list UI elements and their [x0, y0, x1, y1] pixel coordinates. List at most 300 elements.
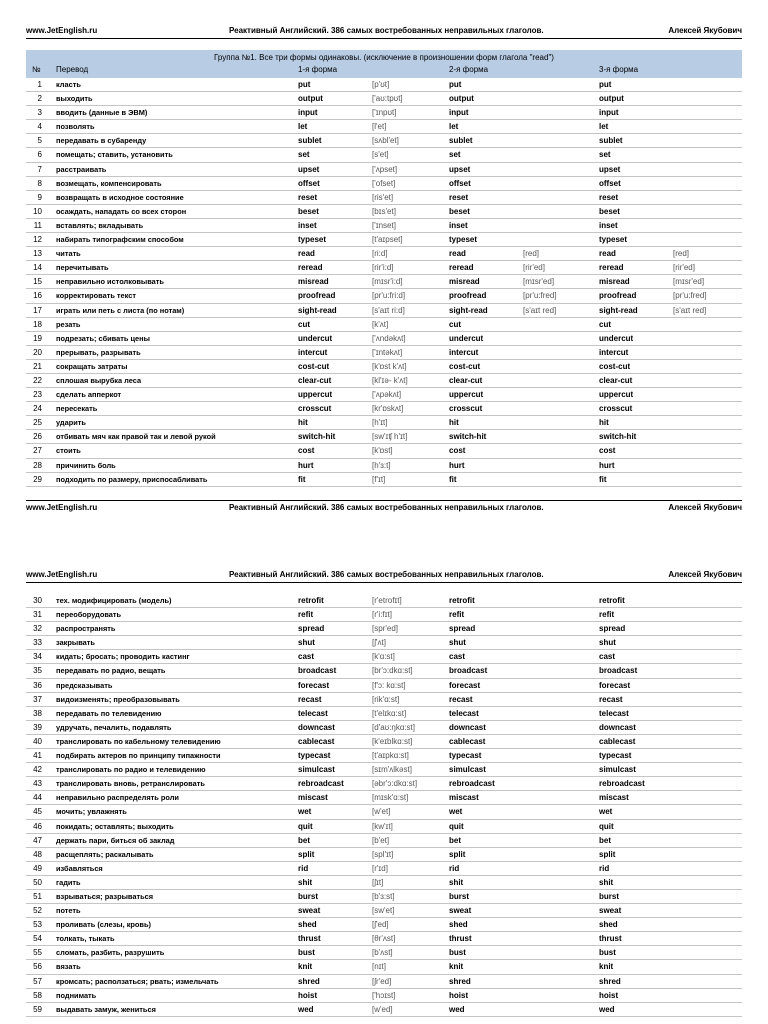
translation: транслировать по радио и телевидению: [56, 765, 206, 775]
form-1: refit: [298, 610, 314, 620]
column-headers: [26, 65, 742, 77]
form-3: wet: [599, 807, 613, 817]
table-row: [26, 275, 742, 289]
form-2: intercut: [449, 347, 479, 357]
translation: класть: [56, 80, 81, 89]
transcription-1: [ʃ'ed]: [372, 920, 389, 930]
translation: подбирать актеров по принципу типажности: [56, 751, 221, 761]
translation: перечитывать: [56, 263, 109, 273]
form-1: shed: [298, 920, 317, 930]
table-row: [26, 163, 742, 177]
form-3: simulcast: [599, 765, 636, 775]
table-row: [26, 876, 742, 890]
form-3: typeset: [599, 235, 628, 245]
transcription-1: ['ɪntəkʌt]: [372, 347, 403, 357]
row-number: 49: [33, 863, 42, 873]
translation: причинить боль: [56, 460, 116, 470]
row-number: 44: [33, 793, 42, 803]
table-row: [26, 946, 742, 960]
transcription-1: [ris'et]: [372, 192, 394, 202]
translation: подходить по размеру, приспосабливать: [56, 474, 208, 484]
form-3: misread: [599, 277, 630, 287]
table-row: [26, 650, 742, 664]
form-1: hit: [298, 418, 308, 428]
row-number: 30: [33, 596, 42, 605]
table-row: [26, 975, 742, 989]
row-number: 24: [33, 404, 42, 414]
table-row: [26, 416, 742, 430]
row-number: 27: [33, 446, 42, 456]
translation: возвращать в исходное состояние: [56, 192, 184, 202]
table-row: [26, 304, 742, 318]
form-2: telecast: [449, 708, 479, 718]
translation: осаждать, нападать со всех сторон: [56, 206, 187, 216]
table-row: [26, 707, 742, 721]
form-3: reread: [599, 263, 624, 273]
translation: передавать по радио, вещать: [56, 666, 166, 676]
form-1: let: [298, 122, 308, 132]
form-2: forecast: [449, 680, 481, 690]
transcription-1: ['ʌpəkʌt]: [372, 390, 402, 400]
form-1: downcast: [298, 722, 335, 732]
form-2: proofread: [449, 291, 487, 301]
row-number: 23: [33, 390, 42, 400]
translation: предсказывать: [56, 680, 113, 690]
page-footer: [26, 500, 742, 515]
site-link[interactable]: www.JetEnglish.ru: [26, 503, 98, 512]
group-header: [26, 50, 742, 78]
row-number: 10: [33, 206, 42, 216]
transcription-1: [spl'ɪt]: [372, 849, 394, 859]
table-row: [26, 402, 742, 416]
translation: позволять: [56, 122, 95, 132]
col-form-3: 3-я форма: [599, 65, 639, 74]
form-3: offset: [599, 178, 621, 188]
form-2: hurt: [449, 460, 465, 470]
transcription-1: [s'et]: [372, 150, 389, 160]
transcription-1: ['ʌndəkʌt]: [372, 333, 406, 343]
translation: читать: [56, 249, 81, 259]
form-2: uppercut: [449, 390, 484, 400]
table-row: [26, 219, 742, 233]
translation: расстраивать: [56, 164, 107, 174]
translation: покидать; оставлять; выходить: [56, 821, 174, 831]
transcription-1: [k'ʌt]: [372, 319, 389, 329]
translation: кромсать; расползаться; рвать; измельчать: [56, 976, 219, 986]
row-number: 35: [33, 666, 42, 676]
form-3: split: [599, 849, 616, 859]
translation: выдавать замуж, жениться: [56, 1004, 156, 1014]
form-2: wed: [449, 1004, 465, 1014]
table-row: [26, 749, 742, 763]
transcription-3: [pr'u:fred]: [673, 291, 707, 301]
row-number: 41: [33, 751, 42, 761]
form-2: burst: [449, 891, 469, 901]
row-number: 11: [33, 220, 42, 230]
transcription-2: [s'aɪt red]: [523, 305, 557, 315]
form-1: split: [298, 849, 315, 859]
form-3: upset: [599, 164, 621, 174]
form-3: shred: [599, 976, 621, 986]
transcription-1: [θr'ʌst]: [372, 934, 396, 944]
table-row: [26, 820, 742, 834]
group-title: Группа №1. Все три формы одинаковы. (исключение в произношении форм глагола "read"): [214, 53, 554, 62]
translation: отбивать мяч как правой так и левой рукой: [56, 432, 216, 442]
form-1: sweat: [298, 906, 321, 916]
translation: неправильно истолковывать: [56, 277, 164, 287]
translation: выходить: [56, 94, 93, 104]
form-2: typecast: [449, 751, 482, 761]
form-1: telecast: [298, 708, 328, 718]
table-row: [26, 679, 742, 693]
transcription-1: [p'ʊt]: [372, 80, 390, 89]
form-1: read: [298, 249, 315, 259]
row-number: 7: [37, 164, 42, 174]
form-2: broadcast: [449, 666, 488, 676]
translation: сломать, разбить, разрушить: [56, 948, 165, 958]
transcription-1: [k'ɑ:st]: [372, 652, 395, 662]
row-number: 19: [33, 333, 42, 343]
table-row: [26, 106, 742, 120]
table-row: [26, 388, 742, 402]
transcription-1: [ʃ'ʌt]: [372, 638, 386, 648]
form-3: input: [599, 108, 619, 118]
form-3: cut: [599, 319, 611, 329]
table-row: [26, 134, 742, 148]
form-2: output: [449, 94, 474, 104]
form-3: quit: [599, 821, 614, 831]
transcription-1: [sʌbl'et]: [372, 136, 399, 146]
row-number: 9: [37, 192, 42, 202]
form-3: sublet: [599, 136, 623, 146]
form-1: rid: [298, 863, 309, 873]
transcription-1: [rik'ɑ:st]: [372, 694, 400, 704]
form-1: output: [298, 94, 323, 104]
table-row: [26, 177, 742, 191]
translation: проливать (слезы, кровь): [56, 920, 151, 930]
row-number: 54: [33, 934, 42, 944]
table-row: [26, 120, 742, 134]
form-2: shed: [449, 920, 468, 930]
form-1: miscast: [298, 793, 328, 803]
transcription-1: [t'aɪpset]: [372, 235, 403, 245]
translation: набирать типографским способом: [56, 235, 184, 245]
col-translation: Перевод: [56, 65, 89, 74]
page-2: [0, 560, 768, 1024]
form-2: spread: [449, 624, 476, 634]
row-number: 52: [33, 906, 42, 916]
table-row: [26, 763, 742, 777]
form-1: reread: [298, 263, 323, 273]
form-3: spread: [599, 624, 626, 634]
form-1: typecast: [298, 751, 331, 761]
translation: помещать; ставить, установить: [56, 150, 173, 160]
transcription-1: [br'ɔ:dkɑ:st]: [372, 666, 413, 676]
translation: передавать в субаренду: [56, 136, 147, 146]
form-3: shut: [599, 638, 616, 648]
table-row: [26, 890, 742, 904]
row-number: 4: [37, 122, 42, 132]
transcription-1: [s'aɪt ri:d]: [372, 305, 405, 315]
translation: сделать апперкот: [56, 390, 122, 400]
form-2: clear-cut: [449, 375, 483, 385]
table-row: [26, 862, 742, 876]
form-2: beset: [449, 206, 470, 216]
row-number: 3: [37, 108, 42, 118]
transcription-3: [rir'ed]: [673, 263, 695, 273]
transcription-2: [rir'ed]: [523, 263, 545, 273]
verb-table: [26, 50, 742, 487]
translation: сокращать затраты: [56, 361, 128, 371]
form-3: bust: [599, 948, 616, 958]
table-row: [26, 989, 742, 1003]
form-3: bet: [599, 835, 611, 845]
form-3: refit: [599, 610, 615, 620]
form-3: clear-cut: [599, 375, 633, 385]
table-row: [26, 92, 742, 106]
page-header: [26, 24, 742, 39]
transcription-1: [nɪt]: [372, 962, 386, 972]
form-3: downcast: [599, 722, 636, 732]
form-2: sight-read: [449, 305, 488, 315]
transcription-1: [r'etrofɪt]: [372, 596, 402, 605]
translation: тех. модифицировать (модель): [56, 596, 172, 605]
form-2: retrofit: [449, 596, 475, 605]
table-row: [26, 777, 742, 791]
form-3: sight-read: [599, 305, 638, 315]
form-1: uppercut: [298, 390, 333, 400]
author-name: Алексей Якубович: [668, 26, 742, 35]
form-1: thrust: [298, 934, 321, 944]
table-row: [26, 918, 742, 932]
row-number: 37: [33, 694, 42, 704]
form-2: inset: [449, 220, 468, 230]
transcription-1: [spr'ed]: [372, 624, 398, 634]
author-name: Алексей Якубович: [668, 570, 742, 579]
transcription-1: [k'ɒst]: [372, 446, 393, 456]
translation: поднимать: [56, 990, 97, 1000]
row-number: 29: [33, 474, 42, 484]
form-3: set: [599, 150, 611, 160]
translation: корректировать текст: [56, 291, 136, 301]
form-1: wed: [298, 1004, 314, 1014]
form-2: recast: [449, 694, 473, 704]
table-row: [26, 693, 742, 707]
form-2: input: [449, 108, 469, 118]
translation: стоить: [56, 446, 81, 456]
row-number: 8: [37, 178, 42, 188]
form-1: misread: [298, 277, 329, 287]
translation: подрезать; сбивать цены: [56, 333, 150, 343]
row-number: 6: [37, 150, 42, 160]
translation: потеть: [56, 906, 81, 916]
translation: взрываться; разрываться: [56, 891, 154, 901]
transcription-1: [sw'ɪʧ h'ɪt]: [372, 432, 408, 442]
form-2: read: [449, 249, 466, 259]
verb-table: [26, 594, 742, 1017]
row-number: 43: [33, 779, 42, 789]
transcription-1: [ri:d]: [372, 249, 388, 259]
table-row: [26, 459, 742, 473]
table-row: [26, 205, 742, 219]
form-1: beset: [298, 206, 319, 216]
row-number: 36: [33, 680, 42, 690]
transcription-1: [ʃr'ed]: [372, 976, 392, 986]
form-3: burst: [599, 891, 619, 901]
transcription-1: [h'ɪt]: [372, 418, 388, 428]
form-2: reread: [449, 263, 474, 273]
form-2: split: [449, 849, 466, 859]
form-3: miscast: [599, 793, 629, 803]
transcription-3: [red]: [673, 249, 690, 259]
form-3: read: [599, 249, 616, 259]
transcription-1: ['ofset]: [372, 178, 396, 188]
form-2: hit: [449, 418, 459, 428]
form-1: intercut: [298, 347, 328, 357]
form-3: rebroadcast: [599, 779, 645, 789]
transcription-1: [k'ɒst k'ʌt]: [372, 361, 407, 371]
form-3: inset: [599, 220, 618, 230]
form-3: forecast: [599, 680, 631, 690]
form-2: cut: [449, 319, 461, 329]
translation: вводить (данные в ЭВМ): [56, 108, 148, 118]
row-number: 21: [33, 361, 42, 371]
form-1: quit: [298, 821, 313, 831]
table-row: [26, 1003, 742, 1017]
form-3: hurt: [599, 460, 615, 470]
transcription-1: ['ɪnset]: [372, 220, 396, 230]
form-1: bust: [298, 948, 315, 958]
form-3: shed: [599, 920, 618, 930]
table-row: [26, 960, 742, 974]
document-title: Реактивный Английский. 386 самых востребованных неправильных глаголов.: [229, 26, 544, 35]
transcription-1: [b'ʌst]: [372, 948, 393, 958]
transcription-1: ['hɔɪst]: [372, 990, 396, 1000]
translation: видоизменять; преобразовывать: [56, 694, 180, 704]
form-1: simulcast: [298, 765, 335, 775]
form-3: beset: [599, 206, 620, 216]
form-3: undercut: [599, 333, 634, 343]
form-3: uppercut: [599, 390, 634, 400]
table-row: [26, 791, 742, 805]
form-3: recast: [599, 694, 623, 704]
form-2: miscast: [449, 793, 479, 803]
row-number: 47: [33, 835, 42, 845]
row-number: 55: [33, 948, 42, 958]
form-2: upset: [449, 164, 471, 174]
transcription-1: [f'ɪt]: [372, 474, 386, 484]
form-1: shit: [298, 877, 313, 887]
table-row: [26, 932, 742, 946]
translation: прерывать, разрывать: [56, 347, 141, 357]
form-2: wet: [449, 807, 463, 817]
row-number: 50: [33, 877, 42, 887]
form-1: cablecast: [298, 736, 335, 746]
row-number: 34: [33, 652, 42, 662]
row-number: 39: [33, 722, 42, 732]
form-1: inset: [298, 220, 317, 230]
form-2: quit: [449, 821, 464, 831]
form-2: rid: [449, 863, 460, 873]
table-row: [26, 594, 742, 608]
site-link[interactable]: www.JetEnglish.ru: [26, 570, 98, 579]
translation: распространять: [56, 624, 116, 634]
translation: неправильно распределять роли: [56, 793, 179, 803]
row-number: 38: [33, 708, 42, 718]
form-3: thrust: [599, 934, 622, 944]
row-number: 46: [33, 821, 42, 831]
site-link[interactable]: www.JetEnglish.ru: [26, 26, 98, 35]
form-1: sublet: [298, 136, 322, 146]
table-row: [26, 360, 742, 374]
form-1: forecast: [298, 680, 330, 690]
transcription-1: [bɪs'et]: [372, 206, 396, 216]
form-3: reset: [599, 192, 619, 202]
transcription-3: [s'aɪt red]: [673, 305, 707, 315]
row-number: 12: [33, 235, 42, 245]
translation: транслировать вновь, ретранслировать: [56, 779, 205, 789]
form-3: cost-cut: [599, 361, 631, 371]
table-row: [26, 904, 742, 918]
form-1: hoist: [298, 990, 318, 1000]
form-2: bust: [449, 948, 466, 958]
table-row: [26, 332, 742, 346]
transcription-1: [mɪsr'i:d]: [372, 277, 403, 287]
form-2: misread: [449, 277, 480, 287]
translation: резать: [56, 319, 81, 329]
transcription-1: [kl'ɪə- k'ʌt]: [372, 375, 408, 385]
form-1: clear-cut: [298, 375, 332, 385]
form-1: cut: [298, 319, 310, 329]
row-number: 48: [33, 849, 42, 859]
form-2: cast: [449, 652, 466, 662]
row-number: 59: [33, 1004, 42, 1014]
form-3: crosscut: [599, 404, 633, 414]
form-1: input: [298, 108, 318, 118]
row-number: 13: [33, 249, 42, 259]
row-number: 33: [33, 638, 42, 648]
transcription-1: [r'ɪd]: [372, 863, 388, 873]
form-1: wet: [298, 807, 312, 817]
row-number: 17: [33, 305, 42, 315]
form-1: shut: [298, 638, 315, 648]
author-name: Алексей Якубович: [668, 503, 742, 512]
form-3: knit: [599, 962, 614, 972]
table-row: [26, 622, 742, 636]
form-2: sweat: [449, 906, 472, 916]
translation: закрывать: [56, 638, 95, 648]
form-3: switch-hit: [599, 432, 637, 442]
table-row: [26, 346, 742, 360]
table-row: [26, 721, 742, 735]
form-2: put: [449, 80, 462, 89]
transcription-2: [red]: [523, 249, 540, 259]
row-number: 45: [33, 807, 42, 817]
row-number: 22: [33, 375, 42, 385]
translation: пересекать: [56, 404, 98, 414]
translation: толкать, тыкать: [56, 934, 115, 944]
form-2: set: [449, 150, 461, 160]
row-number: 53: [33, 920, 42, 930]
form-3: hit: [599, 418, 609, 428]
transcription-1: [t'aɪpkɑ:st]: [372, 751, 409, 761]
table-row: [26, 247, 742, 261]
table-row: [26, 848, 742, 862]
translation: ударить: [56, 418, 86, 428]
form-2: downcast: [449, 722, 486, 732]
translation: удручать, печалить, подавлять: [56, 722, 172, 732]
form-3: output: [599, 94, 624, 104]
